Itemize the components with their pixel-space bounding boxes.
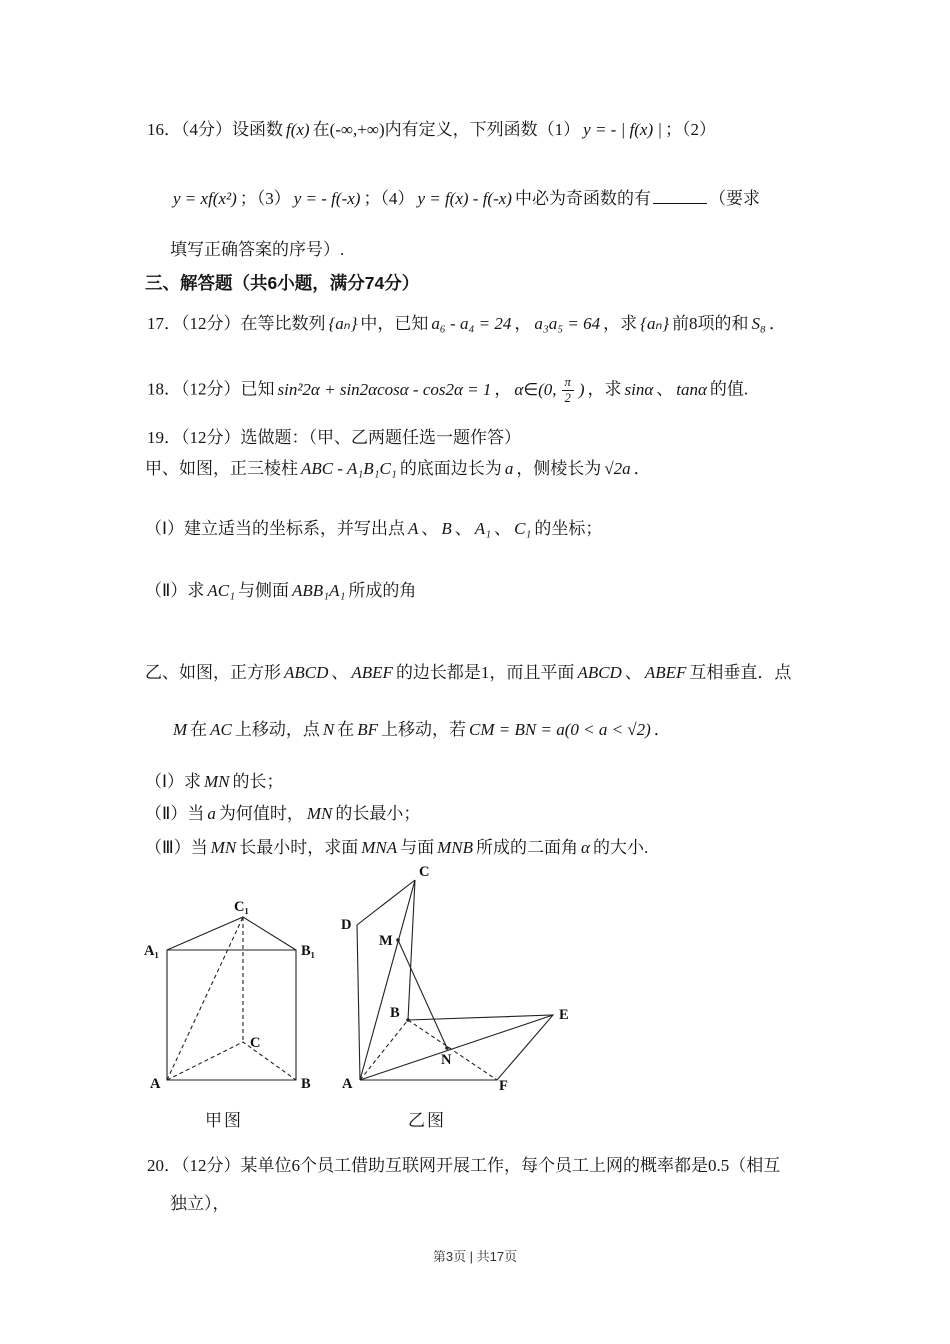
- figure-yi-squares: [341, 864, 569, 1094]
- text-run: 、: [421, 519, 439, 538]
- text-run: ．: [653, 720, 671, 739]
- formula: BF: [357, 720, 379, 739]
- text-run: 中必为奇函数的有: [514, 189, 651, 208]
- problem-19-jia-line-1: [145, 457, 651, 482]
- problem-20-line-1: [147, 1154, 780, 1179]
- formula: tanα: [676, 379, 707, 399]
- text-run: （Ⅱ）当: [145, 804, 205, 823]
- formula: a: [207, 804, 216, 823]
- formula: ABCD: [577, 663, 622, 682]
- formula: a₆ - a₄ = 24: [431, 314, 512, 333]
- formula: a₃a₅ = 64: [534, 314, 601, 333]
- text-run: 的边长都是1，而且平面: [395, 663, 575, 682]
- text-run: 甲、如图，正三棱柱: [145, 459, 298, 478]
- prism-diagonal-ac1: [167, 917, 243, 1080]
- problem-19-jia-line-3: [145, 579, 416, 604]
- formula: y = - f(-x): [293, 189, 361, 208]
- figure-jia-caption: 甲图: [205, 1111, 243, 1130]
- heading-text: 三、解答题（共6小题，满分74分）: [145, 273, 420, 293]
- figure-yi-caption: 乙图: [408, 1111, 446, 1130]
- text-run: 中，已知: [360, 314, 429, 333]
- formula: y = - | f(x) |: [583, 120, 663, 139]
- yi-edge-ab-hidden: [360, 1020, 408, 1080]
- point-b-dot: [406, 1018, 410, 1022]
- text-run: 的底面边长为: [399, 459, 502, 478]
- text-run: （Ⅲ）当: [145, 838, 208, 857]
- text-run: 在(-∞,+∞)内有定义，下列函数（1）: [312, 120, 581, 139]
- formula: ): [578, 379, 585, 399]
- text-run: ，求: [587, 379, 622, 399]
- problem-19-yi-line-4: [145, 802, 420, 827]
- formula: {aₙ}: [328, 314, 358, 333]
- formula: ABEF: [644, 663, 687, 682]
- formula: sin²2α + sin2αcosα - cos2α = 1: [277, 379, 492, 399]
- formula: M: [173, 720, 188, 739]
- text-run: 为何值时，: [218, 804, 304, 823]
- problem-19-jia-line-2: [145, 517, 602, 542]
- text-run: 乙、如图，正方形: [145, 663, 281, 682]
- formula: MN: [306, 804, 333, 823]
- formula: sinα: [624, 379, 654, 399]
- formula: MN: [210, 838, 237, 857]
- formula: α∈(0,: [514, 379, 557, 399]
- text-run: 填写正确答案的序号）.: [170, 240, 345, 259]
- text-run: 的值.: [709, 379, 749, 399]
- page-footer: [0, 1246, 950, 1265]
- text-run: 的大小.: [592, 838, 649, 857]
- formula: y = f(x) - f(-x): [417, 189, 512, 208]
- formula: a: [504, 459, 514, 478]
- problem-19-yi-line-2: [170, 718, 671, 743]
- vertex-label-c1: C₁: [234, 899, 249, 915]
- formula: y = xf(x²): [173, 189, 237, 208]
- vertex-label-b: B: [390, 1005, 400, 1021]
- formula: MNB: [437, 838, 474, 857]
- problem-16-line-2: [170, 186, 760, 212]
- vertex-label-a: A: [342, 1076, 353, 1092]
- formula: A: [408, 519, 419, 538]
- text-run: （Ⅰ）建立适当的坐标系，并写出点: [145, 519, 406, 538]
- point-m-dot: [396, 938, 400, 942]
- yi-diagonal-ae: [360, 1015, 553, 1080]
- yi-diagonal-ca: [360, 880, 415, 1080]
- problem-19-yi-line-3: [145, 770, 284, 795]
- formula: ABC - A₁B₁C₁: [301, 459, 397, 478]
- text-run: 、: [494, 519, 512, 538]
- problem-20-line-2: [170, 1192, 230, 1217]
- text-run: 18．（12分）已知: [147, 379, 275, 399]
- text-run: 与面: [400, 838, 435, 857]
- formula: MN: [204, 772, 230, 791]
- vertex-label-a: A: [150, 1076, 161, 1092]
- problem-17: [147, 312, 786, 337]
- vertex-label-m: M: [379, 933, 393, 949]
- formula: A₁: [474, 519, 492, 538]
- vertex-label-a1: A₁: [144, 943, 159, 959]
- vertex-label-d: D: [341, 917, 352, 933]
- text-run: ；（2）: [665, 120, 717, 139]
- vertex-label-b: B: [301, 1076, 311, 1092]
- text-run: ，侧棱长为: [516, 459, 602, 478]
- text-run: ，: [514, 314, 532, 333]
- text-run: 的坐标；: [534, 519, 603, 538]
- text-run: 、: [656, 379, 674, 399]
- formula: N: [322, 720, 335, 739]
- text-run: 前8项的和: [672, 314, 749, 333]
- text-run: ．: [768, 314, 786, 333]
- text-run: 16．（4分）设函数: [147, 120, 283, 139]
- figure-jia-prism: [144, 899, 315, 1092]
- vertex-label-b1: B₁: [301, 943, 316, 959]
- text-run: ，求: [603, 314, 638, 333]
- fraction-denominator: 2: [564, 391, 571, 406]
- text-run: 上移动，点: [234, 720, 320, 739]
- formula: MNA: [361, 838, 398, 857]
- text-run: 互相垂直．点: [689, 663, 792, 682]
- fraction: [562, 376, 574, 405]
- formula: ABEF: [351, 663, 393, 682]
- text-run: 19．（12分）选做题：（甲、乙两题任选一题作答）: [147, 428, 521, 447]
- formula: CM = BN = a(0 < a < √2): [469, 720, 651, 739]
- answer-blank: [653, 186, 707, 204]
- text-run: ；（3）: [239, 189, 291, 208]
- problem-19-yi-line-1: [145, 661, 791, 686]
- formula: ABCD: [284, 663, 329, 682]
- text-run: 、: [331, 663, 349, 682]
- problem-19-yi-line-5: [145, 836, 648, 861]
- text-run: 所成的角: [348, 581, 417, 600]
- text-run: （Ⅱ）求: [145, 581, 205, 600]
- formula: f(x): [286, 120, 310, 139]
- vertex-label-c: C: [419, 864, 430, 880]
- prism-bottom-hidden-edges: [167, 1042, 296, 1080]
- formula: √2a: [604, 459, 631, 478]
- text-run: 的长最小；: [335, 804, 421, 823]
- vertex-label-e: E: [559, 1007, 569, 1023]
- text-run: 17．（12分）在等比数列: [147, 314, 326, 333]
- text-run: （Ⅰ）求: [145, 772, 202, 791]
- formula: α: [581, 838, 590, 857]
- prism-top-triangle: [167, 917, 296, 950]
- yi-diagonal-bf-hidden: [408, 1020, 497, 1080]
- vertex-label-f: F: [499, 1078, 508, 1094]
- text-run: 、: [624, 663, 642, 682]
- formula: {aₙ}: [640, 314, 670, 333]
- text-run: 的长；: [232, 772, 284, 791]
- formula: C₁: [514, 519, 532, 538]
- formula: AC₁: [207, 581, 236, 600]
- vertex-label-c: C: [250, 1035, 261, 1051]
- text-run: 所成的二面角: [476, 838, 579, 857]
- formula: S₈: [751, 314, 766, 333]
- text-run: 独立），: [170, 1194, 230, 1213]
- prism-front-face: [167, 950, 296, 1080]
- figures-canvas: [130, 862, 610, 1107]
- text-run: ，: [494, 379, 512, 399]
- text-run: ；（4）: [363, 189, 415, 208]
- section-3-heading: [145, 271, 419, 296]
- text-run: （要求: [708, 189, 760, 208]
- formula: B: [441, 519, 452, 538]
- text-run: 、: [454, 519, 472, 538]
- formula: ABB₁A₁: [292, 581, 346, 600]
- text-run: 与侧面: [238, 581, 290, 600]
- text-run: 长最小时，求面: [239, 838, 359, 857]
- text-run: 上移动，若: [381, 720, 467, 739]
- problem-19-intro: [147, 426, 521, 451]
- point-n-dot: [445, 1046, 449, 1050]
- text-run: 20．（12分）某单位6个员工借助互联网开展工作，每个员工上网的概率都是0.5（相互: [147, 1156, 781, 1175]
- problem-18: [147, 376, 748, 405]
- problem-16-line-3: [170, 238, 344, 263]
- formula: AC: [210, 720, 232, 739]
- text-run: 在: [190, 720, 208, 739]
- yi-segment-mn: [398, 940, 447, 1048]
- page-number-text: 第3页 | 共17页: [432, 1249, 518, 1264]
- problem-16-line-1: [147, 118, 716, 143]
- fraction-numerator: π: [562, 376, 574, 391]
- text-run: ．: [633, 459, 651, 478]
- vertex-label-n: N: [441, 1052, 452, 1068]
- text-run: 在: [337, 720, 355, 739]
